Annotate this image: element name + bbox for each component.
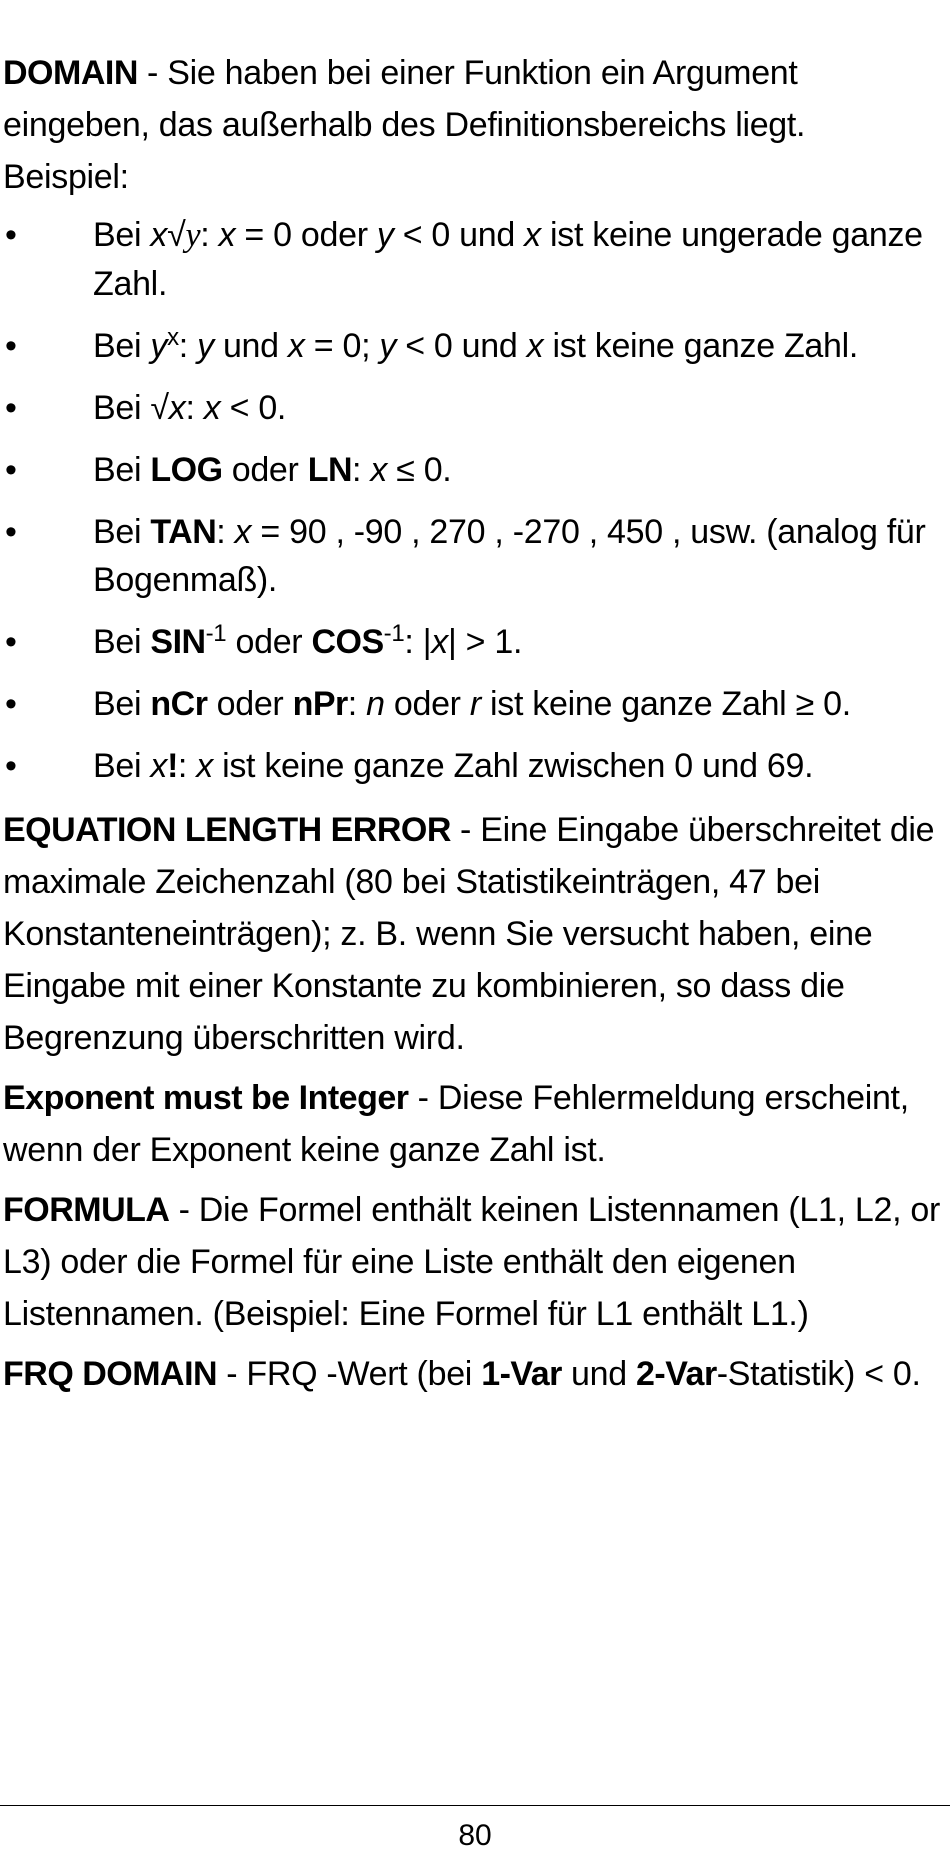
separator: - xyxy=(137,54,168,92)
key-tan: TAN xyxy=(150,513,217,551)
equation-length-term: EQUATION LENGTH ERROR xyxy=(3,811,451,849)
formula-term: FORMULA xyxy=(3,1191,170,1229)
frq-domain-term: FRQ DOMAIN xyxy=(3,1355,218,1393)
key-2-var: 2-Var xyxy=(636,1355,717,1393)
key-1-var: 1-Var xyxy=(481,1355,562,1393)
formula-entry xyxy=(3,1184,943,1340)
list-item-arcsin: • Bei $SIN^{-1}$ oder $COS^{-1}$: |x| > 1. xyxy=(3,618,943,666)
bullet-icon: • xyxy=(5,747,17,785)
bullet-icon: • xyxy=(5,451,17,489)
bullet-icon: • xyxy=(5,685,17,723)
bullet-icon: • xyxy=(5,389,17,427)
key-npr: nPr xyxy=(292,685,348,723)
list-item-xroot: • Bei x√y: x = 0 oder y < 0 und x ist keine ungerade ganze Zahl. xyxy=(3,211,943,308)
separator: - xyxy=(450,811,481,849)
domain-example-list xyxy=(3,211,943,790)
domain-entry xyxy=(3,47,943,203)
separator: - xyxy=(408,1079,438,1117)
list-item-factorial: • Bei x!: x ist keine ganze Zahl zwischen 0 und 69. xyxy=(3,742,943,790)
domain-term: DOMAIN xyxy=(3,54,138,92)
bullet-icon: • xyxy=(5,513,17,551)
bullet-icon: • xyxy=(5,327,17,365)
root-symbol: √ xyxy=(150,389,169,427)
separator: - xyxy=(217,1355,247,1393)
list-item-tan: • Bei TAN: x = 90 , -90 , 270 , -270 , 450 , usw. (analog für Bogenmaß). xyxy=(3,508,943,604)
exponent-term: Exponent must be Integer xyxy=(3,1079,409,1117)
error-messages-section xyxy=(3,47,943,1408)
list-item-power: • Bei $y^x$: y und x = 0; y < 0 und x ist keine ganze Zahl. xyxy=(3,322,943,370)
list-item-sqrt: • Bei √x: x < 0. xyxy=(3,384,943,432)
key-ncr: nCr xyxy=(150,685,208,723)
formula-description: Die Formel enthält keinen Listennamen (L1, L2, or L3) oder die Formel für eine Liste enthält den eigenen Listennamen. (Beispiel: Eine Formel für L1 enthält L1.) xyxy=(3,1191,941,1333)
page-number: 80 xyxy=(458,1819,492,1852)
bullet-icon: • xyxy=(5,216,17,254)
separator: - xyxy=(169,1191,199,1229)
footer-divider xyxy=(0,1805,950,1806)
equation-length-description: Eine Eingabe überschreitet die maximale Zeichenzahl (80 bei Statistikeinträgen, 47 bei Konstanteneinträgen); z. B. wenn Sie versucht haben, eine Eingabe mit einer Konstante zu kombinieren, so dass die Begrenzung überschritten wird. xyxy=(3,811,935,1057)
root-symbol: √ xyxy=(167,216,186,254)
key-log: LOG xyxy=(150,451,223,489)
list-item-log: • Bei LOG oder LN: x ≤ 0. xyxy=(3,446,943,494)
exponent-description: Diese Fehlermeldung erscheint, wenn der Exponent keine ganze Zahl ist. xyxy=(3,1079,909,1169)
key-ln: LN xyxy=(307,451,353,489)
exponent-entry xyxy=(3,1072,943,1176)
list-item-ncr: • Bei nCr oder nPr: n oder r ist keine ganze Zahl ≥ 0. xyxy=(3,680,943,728)
domain-description: Sie haben bei einer Funktion ein Argument eingeben, das außerhalb des Definitionsbereichs liegt. xyxy=(3,54,806,144)
equation-length-entry xyxy=(3,804,943,1064)
example-label: Beispiel: xyxy=(3,158,129,196)
key-sin: SIN xyxy=(150,623,206,661)
key-cos: COS xyxy=(311,623,384,661)
frq-domain-entry: FRQ DOMAIN - FRQ -Wert (bei 1-Var und 2-Var-Statistik) < 0. xyxy=(3,1355,921,1393)
bullet-icon: • xyxy=(5,623,17,661)
